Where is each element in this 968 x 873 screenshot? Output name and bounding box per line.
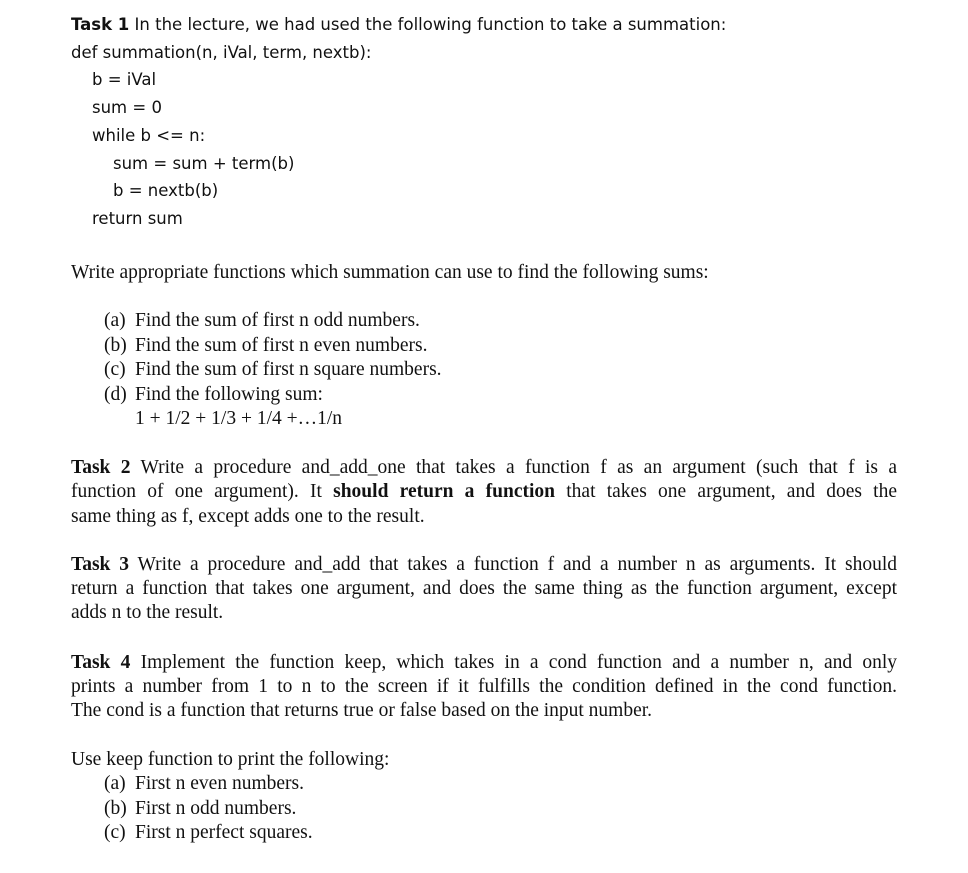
- list-item-label: (d): [104, 384, 127, 405]
- task4-line-2: prints a number from 1 to n to the screen if it fulfills the condition defined in the cond function.: [71, 676, 897, 697]
- task1-label: Task 1: [71, 15, 130, 34]
- list-item: First n even numbers.: [135, 773, 304, 794]
- task1-intro: In the lecture, we had used the following function to take a summation:: [134, 15, 727, 34]
- task2-emphasis: should return a function: [333, 481, 556, 502]
- code-line-b-init: b = iVal: [92, 70, 157, 89]
- list-item-label: (a): [104, 773, 126, 794]
- code-line-while: while b <= n:: [92, 126, 206, 145]
- list-item: First n odd numbers.: [135, 798, 297, 819]
- task1-heading: [71, 17, 726, 34]
- task3-text: Write a procedure and_add that takes a function f and a number n as arguments. It should: [137, 554, 897, 575]
- task4-line-3: The cond is a function that returns true or false based on the input number.: [71, 700, 653, 721]
- task3-line-3: adds n to the result.: [71, 602, 224, 623]
- task2-label: Task 2: [71, 457, 131, 478]
- task2-line-3: same thing as f, except adds one to the result.: [71, 506, 425, 527]
- code-line-return: return sum: [92, 209, 183, 228]
- task2-text: function of one argument). It: [71, 481, 334, 502]
- sum-formula: 1 + 1/2 + 1/3 + 1/4 +…1/n: [135, 408, 343, 429]
- task2-text: Write a procedure and_add_one that takes a function f as an argument (such that f is a: [140, 457, 897, 478]
- task2-line-2: [71, 482, 897, 502]
- list-item: Find the sum of first n even numbers.: [135, 335, 428, 356]
- list-item-label: (b): [104, 335, 127, 356]
- code-line-def: def summation(n, iVal, term, nextb):: [71, 43, 372, 62]
- list-item: Find the sum of first n odd numbers.: [135, 310, 420, 331]
- code-line-sum-init: sum = 0: [92, 98, 162, 117]
- task2-text: that takes one argument, and does the: [555, 481, 897, 502]
- code-line-b-update: b = nextb(b): [113, 181, 219, 200]
- task2-line-1: [71, 458, 897, 478]
- code-line-sum-update: sum = sum + term(b): [113, 154, 295, 173]
- list-item: Find the following sum:: [135, 384, 323, 405]
- list-item: Find the sum of first n square numbers.: [135, 359, 442, 380]
- list-item-label: (c): [104, 359, 126, 380]
- task4-line-1: [71, 653, 897, 673]
- task3-line-1: [71, 555, 897, 575]
- list-item-label: (b): [104, 798, 127, 819]
- task4-text: Implement the function keep, which takes in a cond function and a number n, and only: [140, 652, 898, 673]
- task3-line-2: return a function that takes one argument, and does the same thing as the function argument, except: [71, 578, 897, 599]
- task4-label: Task 4: [71, 652, 131, 673]
- list-item: First n perfect squares.: [135, 822, 313, 843]
- task4-prompt: Use keep function to print the following:: [71, 749, 390, 770]
- task3-label: Task 3: [71, 554, 130, 575]
- list-item-label: (c): [104, 822, 126, 843]
- list-item-label: (a): [104, 310, 126, 331]
- task1-prompt: Write appropriate functions which summation can use to find the following sums:: [71, 262, 709, 283]
